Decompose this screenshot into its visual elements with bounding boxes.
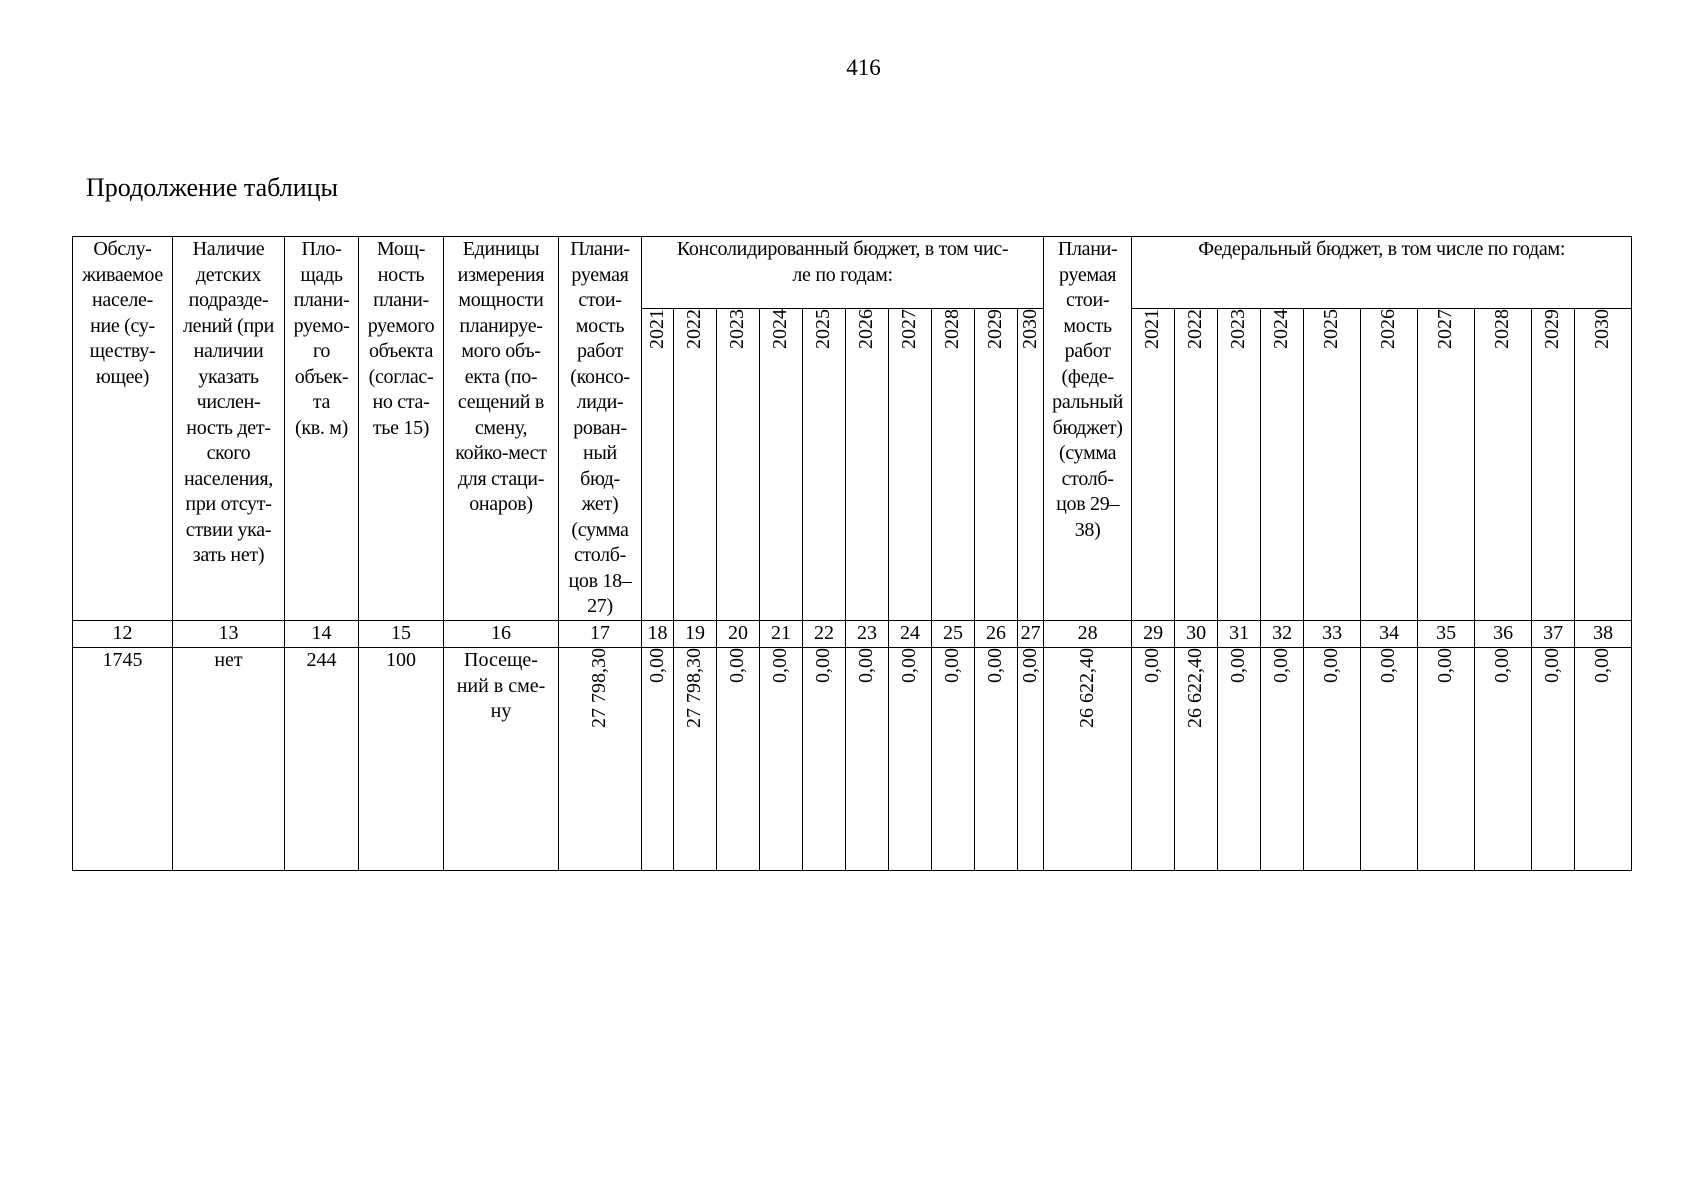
column-number: 22 [803, 621, 846, 648]
consolidated-year-header: 2022 [674, 309, 717, 621]
column-number: 36 [1475, 621, 1532, 648]
consolidated-year-header: 2021 [642, 309, 674, 621]
federal-year-value: 0,00 [1575, 648, 1632, 871]
header-planned-cost-federal: Плани- руемая стои- мость работ (феде- ральный бюджет) (сумма столб- цов 29– 38) [1044, 237, 1132, 621]
header-capacity: Мощ- ность плани- руемого объекта (соглас- но ста- тье 15) [359, 237, 444, 621]
federal-year-header: 2025 [1304, 309, 1361, 621]
federal-year-value: 0,00 [1361, 648, 1418, 871]
federal-year-header: 2026 [1361, 309, 1418, 621]
consolidated-year-value: 0,00 [889, 648, 932, 871]
column-number: 28 [1044, 621, 1132, 648]
column-number: 27 [1018, 621, 1044, 648]
column-number: 31 [1218, 621, 1261, 648]
consolidated-year-header: 2025 [803, 309, 846, 621]
column-number: 14 [285, 621, 359, 648]
column-number: 35 [1418, 621, 1475, 648]
child-units-value: нет [173, 648, 285, 871]
column-number: 24 [889, 621, 932, 648]
federal-year-value: 26 622,40 [1175, 648, 1218, 871]
column-number: 33 [1304, 621, 1361, 648]
header-capacity-units: Единицы измерения мощности планируе- мого объ- екта (по- сещений в смену, койко-мест для стаци- онаров) [444, 237, 559, 621]
column-number: 13 [173, 621, 285, 648]
consolidated-year-value: 0,00 [760, 648, 803, 871]
planned-cost-consolidated-value: 27 798,30 [559, 648, 642, 871]
column-number-row [73, 621, 1632, 648]
header-area: Пло- щадь плани- руемо- го объек- та (кв. м) [285, 237, 359, 621]
federal-year-header: 2021 [1132, 309, 1175, 621]
column-number: 37 [1532, 621, 1575, 648]
column-number: 38 [1575, 621, 1632, 648]
federal-year-header: 2024 [1261, 309, 1304, 621]
consolidated-year-value: 0,00 [846, 648, 889, 871]
federal-year-header: 2030 [1575, 309, 1632, 621]
area-value: 244 [285, 648, 359, 871]
column-number: 20 [717, 621, 760, 648]
table-row [73, 648, 1632, 871]
federal-year-value: 0,00 [1304, 648, 1361, 871]
consolidated-year-value: 0,00 [803, 648, 846, 871]
consolidated-year-header: 2030 [1018, 309, 1044, 621]
capacity-value: 100 [359, 648, 444, 871]
federal-year-value: 0,00 [1418, 648, 1475, 871]
column-number: 32 [1261, 621, 1304, 648]
column-number: 17 [559, 621, 642, 648]
column-number: 15 [359, 621, 444, 648]
column-number: 29 [1132, 621, 1175, 648]
consolidated-year-value: 0,00 [975, 648, 1018, 871]
column-number: 25 [932, 621, 975, 648]
federal-year-header: 2028 [1475, 309, 1532, 621]
consolidated-year-header: 2027 [889, 309, 932, 621]
header-served-population: Обслу- живаемое населе- ние (су- ществу- ющее) [73, 237, 173, 621]
consolidated-year-header: 2023 [717, 309, 760, 621]
column-number: 26 [975, 621, 1018, 648]
federal-year-header: 2027 [1418, 309, 1475, 621]
consolidated-year-header: 2028 [932, 309, 975, 621]
consolidated-year-header: 2026 [846, 309, 889, 621]
consolidated-year-value: 0,00 [932, 648, 975, 871]
planned-cost-federal-value: 26 622,40 [1044, 648, 1132, 871]
capacity-units-value: Посеще- ний в сме- ну [444, 648, 559, 871]
consolidated-year-header: 2029 [975, 309, 1018, 621]
consolidated-year-value: 0,00 [717, 648, 760, 871]
federal-year-value: 0,00 [1132, 648, 1175, 871]
header-consolidated-budget: Консолидированный бюджет, в том чис- ле по годам: [642, 237, 1044, 309]
column-number: 19 [674, 621, 717, 648]
column-number: 12 [73, 621, 173, 648]
column-number: 30 [1175, 621, 1218, 648]
column-number: 34 [1361, 621, 1418, 648]
continuation-title: Продолжение таблицы [86, 173, 338, 202]
column-number: 18 [642, 621, 674, 648]
consolidated-year-value: 0,00 [642, 648, 674, 871]
budget-table [72, 236, 1632, 871]
column-number: 16 [444, 621, 559, 648]
column-number: 23 [846, 621, 889, 648]
header-planned-cost-consolidated: Плани- руемая стои- мость работ (консо- лиди- рован- ный бюд- жет) (сумма столб- цов 18– 27) [559, 237, 642, 621]
federal-year-header: 2023 [1218, 309, 1261, 621]
federal-year-value: 0,00 [1218, 648, 1261, 871]
federal-year-value: 0,00 [1532, 648, 1575, 871]
header-child-units: Наличие детских подразде- лений (при наличии указать числен- ность дет- ского населения, при отсут- ствии ука- зать нет) [173, 237, 285, 621]
federal-year-value: 0,00 [1475, 648, 1532, 871]
federal-year-value: 0,00 [1261, 648, 1304, 871]
header-federal-budget: Федеральный бюджет, в том числе по годам: [1132, 237, 1632, 309]
consolidated-year-value: 27 798,30 [674, 648, 717, 871]
consolidated-year-header: 2024 [760, 309, 803, 621]
federal-year-header: 2029 [1532, 309, 1575, 621]
federal-year-header: 2022 [1175, 309, 1218, 621]
served-population-value: 1745 [73, 648, 173, 871]
page-number: 416 [846, 55, 881, 80]
column-number: 21 [760, 621, 803, 648]
consolidated-year-value: 0,00 [1018, 648, 1044, 871]
